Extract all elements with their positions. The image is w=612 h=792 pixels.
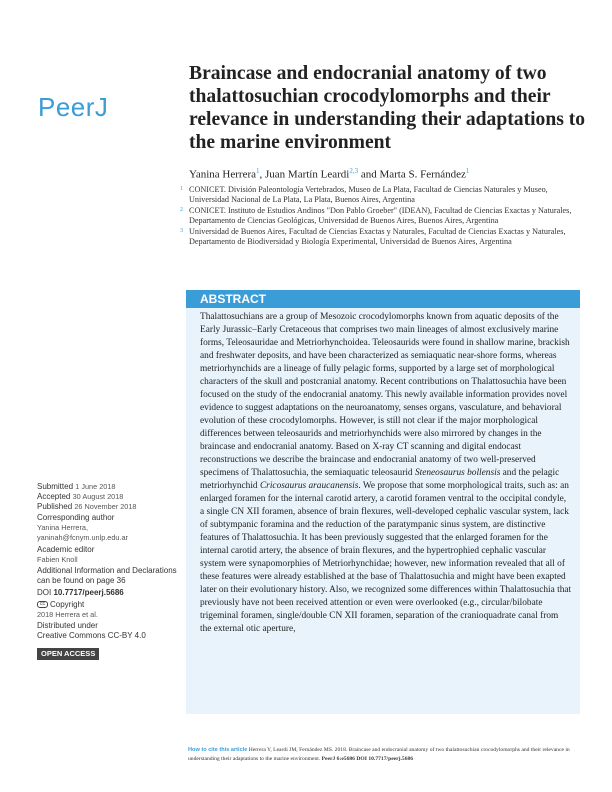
peerj-logo xyxy=(38,92,138,122)
abstract-text: Thalattosuchians are a group of Mesozoic crocodylomorphs known from aquatic deposits of the Early Jurassic–Early Cretaceous that comprises two main lineages of almost exclusively marine forms, Teleosauridae and Metriorhynchoidea. Teleosaurids were found in shallow marine, brackish and freshwater deposits, and have been characterized as semiaquatic near-shore forms, whereas metriorhynchids are a lineage of fully pelagic forms, supported by a large set of morphological characters of the skull and postcranial anatomy. Recent contributions on Thalattosuchia have been focused on the study of the endocranial anatomy. This newly available information provides novel evidence to suggest adaptations on the neuroanatomy, senses organs, vasculature, and behavioral evolution of these crocodylomorphs. However, is still not clear if the major morphological differences between teleosaurids and metriorhynchids were also mirrored by changes in the braincase and endocranial anatomy. Based on X-ray CT scanning and digital endocast reconstructions we describe the braincase and endocranial anatomy of two well-preserved specimens of Thalattosuchia, the semiaquatic teleosaurid Steneosaurus bollensis and the pelagic metriorhynchid Cricosaurus araucanensis. We propose that some morphological traits, such as: an enlarged foramen for the internal carotid artery, a carotid foramen ventral to the occipital condyle, a single CN XII foramen, absence of brain flexures, well-developed cephalic vascular system, lack of subtympanic foramina and the reduction of the paratympanic sinus system, are distinctive features of Thalattosuchia. It has been previously suggested that the enlarged foramen for the internal carotid artery, the absence of brain flexures, and the hypertrophied cephalic vascular system were synapomorphies of Metriorhynchidae; however, new information revealed that all of these features were already established at the base of Thalattosuchia and might have been exapted later on their evolutionary history. Also, we recognized some differences within Thalattosuchia that previously have not been received attention or even were overlooked (e.g., circular/bilobate trigeminal foramen, single/double CN XII foramen, separation of the cranioquadrate canal from the external otic aperture, xyxy=(200,312,572,634)
additional-info-note: Additional Information and Declarations can be found on page 36 xyxy=(37,566,177,586)
species-name: Cricosaurus araucanensis xyxy=(259,481,359,491)
citation-footer xyxy=(188,746,588,763)
published-date: 26 November 2018 xyxy=(74,501,137,511)
abstract-section xyxy=(186,290,580,714)
copyright-block xyxy=(37,600,182,620)
species-name: Steneosaurus bollensis xyxy=(414,468,501,478)
corresponding-author-block xyxy=(37,513,182,542)
accepted-date: 30 August 2018 xyxy=(72,491,124,501)
academic-editor-name: Fabien Knoll xyxy=(37,554,78,564)
academic-editor-heading: Academic editor xyxy=(37,544,95,554)
affiliation-list xyxy=(180,185,580,248)
affiliation-number: 2 xyxy=(180,206,183,213)
license-name[interactable]: Creative Commons CC-BY 4.0 xyxy=(37,631,146,641)
author-name[interactable]: Juan Martín Leardi xyxy=(265,168,350,181)
academic-editor-block xyxy=(37,545,182,565)
corresponding-author-heading: Corresponding author xyxy=(37,513,115,523)
article-title: Braincase and endocranial anatomy of two thalattosuchian crocodylomorphs and their relevance in understanding their adaptations to the marine environment xyxy=(189,63,586,153)
logo-text: PeerJ xyxy=(38,92,109,122)
copyright-holder: 2018 Herrera et al. xyxy=(37,609,98,619)
affiliation-text: Universidad de Buenos Aires, Facultad de Ciencias Exactas y Naturales, Facultad de Ciencias Exactas y Naturales, Departamento de Biodiversidad y Biología Experimental, Universidad de Buenos Aires, Argentina xyxy=(189,226,566,247)
dates-block: Submitted 1 June 2018 Accepted 30 August 2018 Published 26 November 2018 xyxy=(37,482,137,511)
author-name[interactable]: Yanina Herrera xyxy=(189,168,256,181)
author-affil-sup: 2,3 xyxy=(349,167,359,175)
copyright-heading: Copyright xyxy=(50,599,85,609)
doi-link[interactable]: 10.7717/peerj.5686 xyxy=(53,587,124,597)
citation-text: Herrera Y, Leardi JM, Fernández MS. 2018. Braincase and endocranial anatomy of two thalattosuchian crocodylomorphs and their relevance in understanding their adaptations to the marine environment. xyxy=(188,747,570,762)
open-access-badge: OPEN ACCESS xyxy=(37,648,99,660)
affiliation-number: 1 xyxy=(180,186,183,192)
affiliation-text: CONICET. Instituto de Estudios Andinos "Don Pablo Groeber" (IDEAN), Facultad de Ciencias Exactas y Naturales, Departamento de Ciencias Geológicas, Universidad de Buenos Aires, Buenos Aires, Argentina xyxy=(189,205,572,226)
affiliation-text: CONICET. División Paleontología Vertebrados, Museo de La Plata, Facultad de Ciencias Naturales y Museo, Universidad Nacional de La Plata, La Plata, Buenos Aires, Argentina xyxy=(189,185,548,205)
affiliation-item xyxy=(180,206,580,226)
doi-line: DOI 10.7717/peerj.5686 xyxy=(37,587,124,597)
submitted-date: 1 June 2018 xyxy=(75,482,116,491)
license-block xyxy=(37,621,182,641)
citation-doi[interactable]: PeerJ 6:e5686 DOI 10.7717/peerj.5686 xyxy=(321,755,414,762)
affiliation-number: 3 xyxy=(180,227,183,234)
affiliation-item xyxy=(180,185,580,205)
author-affil-sup: 1 xyxy=(256,167,260,175)
corresponding-author-name: Yanina Herrera, xyxy=(37,523,88,533)
author-affil-sup: 1 xyxy=(465,167,470,175)
corresponding-author-email[interactable]: yaninah@fcnym.unlp.edu.ar xyxy=(37,532,128,542)
distributed-under: Distributed under xyxy=(37,621,98,631)
author-list: Yanina Herrera$^1$, Juan Martín Leardi$^{2,3}$ and Marta S. Fernández$^1$ xyxy=(189,167,470,181)
article-sidebar xyxy=(37,482,182,660)
abstract-heading: ABSTRACT xyxy=(186,290,580,308)
affiliation-item xyxy=(180,227,580,247)
how-to-cite-label: How to cite this article xyxy=(188,747,248,753)
creative-commons-icon: cc xyxy=(37,601,48,608)
author-name[interactable]: Marta S. Fernández xyxy=(379,168,466,181)
